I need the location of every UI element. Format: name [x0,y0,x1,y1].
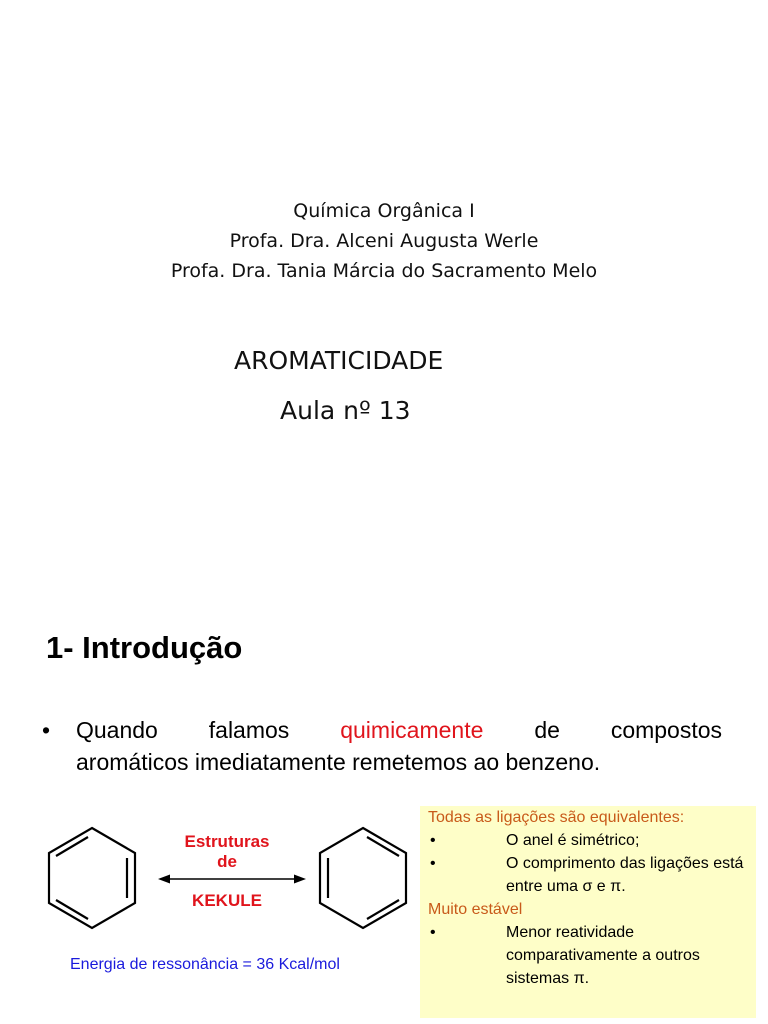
word: de [534,717,560,743]
property-bond-length: O comprimento das ligações está entre uma σ e π. [506,855,744,895]
bullet-line-1 [76,714,722,746]
kekule-label-line-3: KEKULE [192,891,262,910]
lecture-topic [234,336,443,436]
kekule-label-line-1: Estruturas [184,832,270,851]
topic-title: AROMATICIDADE [234,346,444,375]
word: compostos [610,717,723,743]
resonance-arrow [158,875,306,884]
property-symmetric: O anel é simétrico; [506,832,640,849]
property-reactivity: Menor reatividade comparativamente a outros sistemas π. [506,924,700,987]
course-info [0,196,768,286]
section-title: 1- Introdução [46,630,243,665]
bullet-icon: • [430,855,436,872]
benzene-properties-box [420,806,756,1018]
introduction-slide [0,512,768,1024]
bullet-line-2: aromáticos imediatamente remetemos ao benzeno. [76,749,601,775]
highlight-word: quimicamente [340,717,484,743]
kekule-diagram [30,814,420,1004]
bullet-icon: • [42,717,51,743]
course-name: Química Orgânica I [293,200,475,222]
professor-1: Profa. Dra. Alceni Augusta Werle [229,230,539,252]
word: falamos [208,717,290,743]
bullet-icon: • [430,924,436,941]
lesson-number: Aula nº 13 [280,396,411,425]
box-heading-equivalent: Todas as ligações são equivalentes: [428,809,685,826]
benzene-ring-right [320,828,406,928]
word: Quando [76,717,158,743]
benzene-ring-left [49,828,135,928]
kekule-label-line-2: de [217,852,237,871]
professor-2: Profa. Dra. Tania Márcia do Sacramento Melo [170,260,598,282]
resonance-energy: Energia de ressonância = 36 Kcal/mol [70,956,340,973]
box-heading-stable: Muito estável [428,901,523,918]
bullet-icon: • [430,832,436,849]
